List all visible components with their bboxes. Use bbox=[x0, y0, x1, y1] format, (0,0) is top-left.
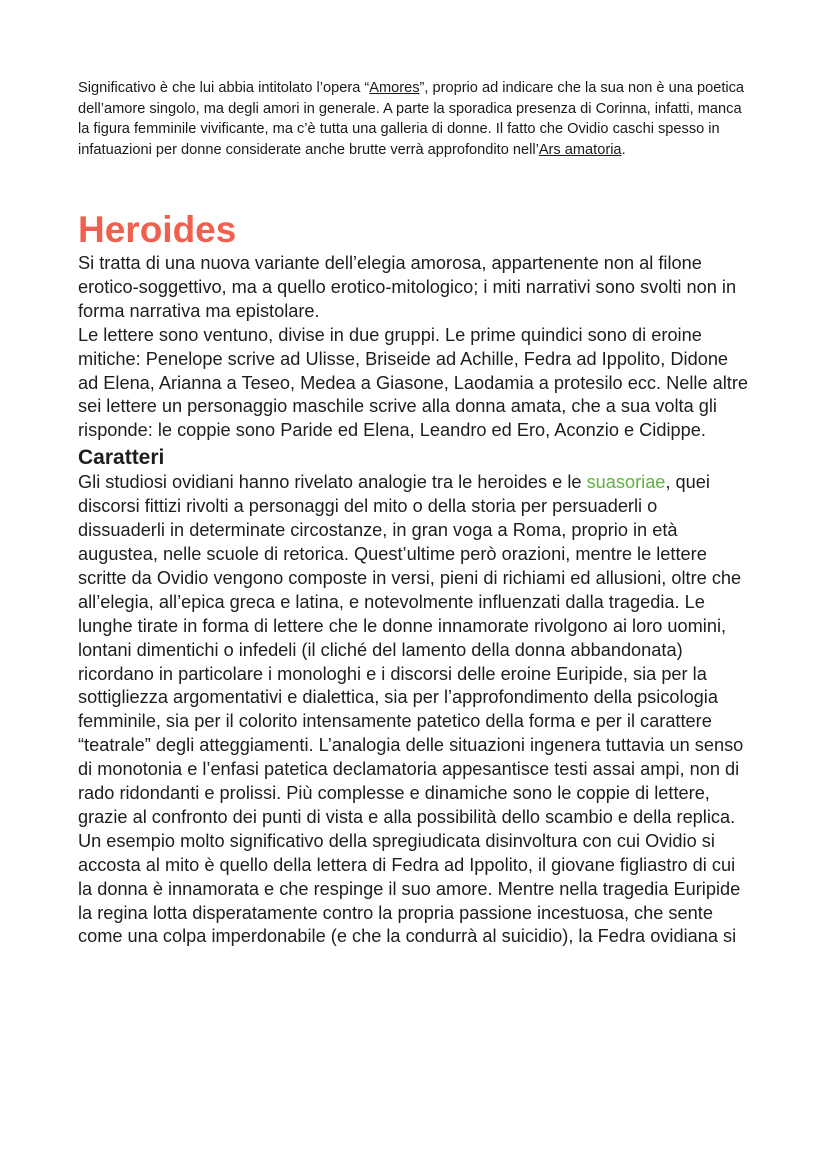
heroides-heading: Heroides bbox=[78, 209, 237, 250]
intro-text-3: . bbox=[621, 141, 626, 158]
amores-link[interactable]: Amores bbox=[369, 80, 420, 96]
intro-text-2: ”, proprio ad indicare che la sua non è una poetica dell’amore singolo, ma degli amori in generale. A parte la sporadica presenza di Corinna, infatti, manca la figura femminile vivificante, ma c’è tutta una galleria di donne. Il fatto che Ovidio caschi spesso in infatuazioni per donne considerate anche brutte verrà approfondito nell’ bbox=[78, 80, 745, 158]
caratteri-paragraph-2: Un esempio molto significativo della spregiudicata disinvoltura con cui Ovidio si accosta al mito è quello della lettera di Fedra ad Ippolito, il giovane figliastro di cui la donna è innamorata e che respinge il suo amore. Mentre nella tragedia Euripide la regina lotta disperatamente contro la propria passione incestuosa, che sente come una colpa imperdonabile (e che la condurrà al suicidio), la Fedra ovidiana si bbox=[78, 830, 741, 947]
suasoriae-term: suasoriae bbox=[586, 472, 666, 493]
heroides-paragraph-2: Le lettere sono ventuno, divise in due gruppi. Le prime quindici sono di eroine mitiche: Penelope scrive ad Ulisse, Briseide ad Achille, Fedra ad Ippolito, Didone ad Elena, Arianna a Teseo, Medea a Giasone, Laodamia a protesilo ecc. Nelle altre sei lettere un personaggio maschile scrive alla donna amata, che a sua volta gli risponde: le coppie sono Paride ed Elena, Leandro ed Ero, Aconzio e Cidippe. bbox=[78, 324, 748, 441]
caratteri-text-1b: , quei discorsi fittizi rivolti a personaggi del mito o della storia per persuaderli o dissuaderli in determinate circostanze, in gran voga a Roma, proprio in età augustea, nelle scuole di retorica. Quest’ultime però orazioni, mentre le lettere scritte da Ovidio vengono composte in versi, pieni di richiami ed allusioni, oltre che all’elegia, all’epica greca e latina, e notevolmente influenzati dalla tragedia. Le lunghe tirate in forma di lettere che le donne innamorate rivolgono ai loro uomini, lontani dimentichi o infedeli (il cliché del lamento della donna abbandonata) ricordano in particolare i monologhi e i discorsi delle eroine Euripide, sia per la sottigliezza argomentativi e dialettica, sia per l’approfondimento della psicologia femminile, sia per il colorito intensamente patetico della forma e per il carattere “teatrale” degli atteggiamenti. L’analogia delle situazioni ingenera tuttavia un senso di monotonia e l’enfasi patetica declamatoria appesantisce testi assai ampi, non di rado ridondanti e prolissi. Più complesse e dinamiche sono le coppie di lettere, grazie al confronto dei punti di vista e alla possibilità dello scambio e della replica. bbox=[78, 472, 744, 827]
intro-text-1: Significativo è che lui abbia intitolato l’opera “ bbox=[78, 80, 370, 96]
caratteri-text-1a: Gli studiosi ovidiani hanno rivelato analogie tra le heroides e le bbox=[78, 472, 587, 493]
caratteri-paragraph-1 bbox=[78, 471, 748, 830]
document-page bbox=[78, 78, 748, 949]
caratteri-heading: Caratteri bbox=[78, 446, 165, 470]
heroides-paragraph-1: Si tratta di una nuova variante dell’elegia amorosa, appartenente non al filone erotico-soggettivo, ma a quello erotico-mitologico; i miti narrativi sono svolti non in forma narrativa ma epistolare. bbox=[78, 253, 737, 321]
ars-amatoria-link[interactable]: Ars amatoria bbox=[538, 141, 622, 158]
intro-paragraph bbox=[78, 78, 748, 160]
